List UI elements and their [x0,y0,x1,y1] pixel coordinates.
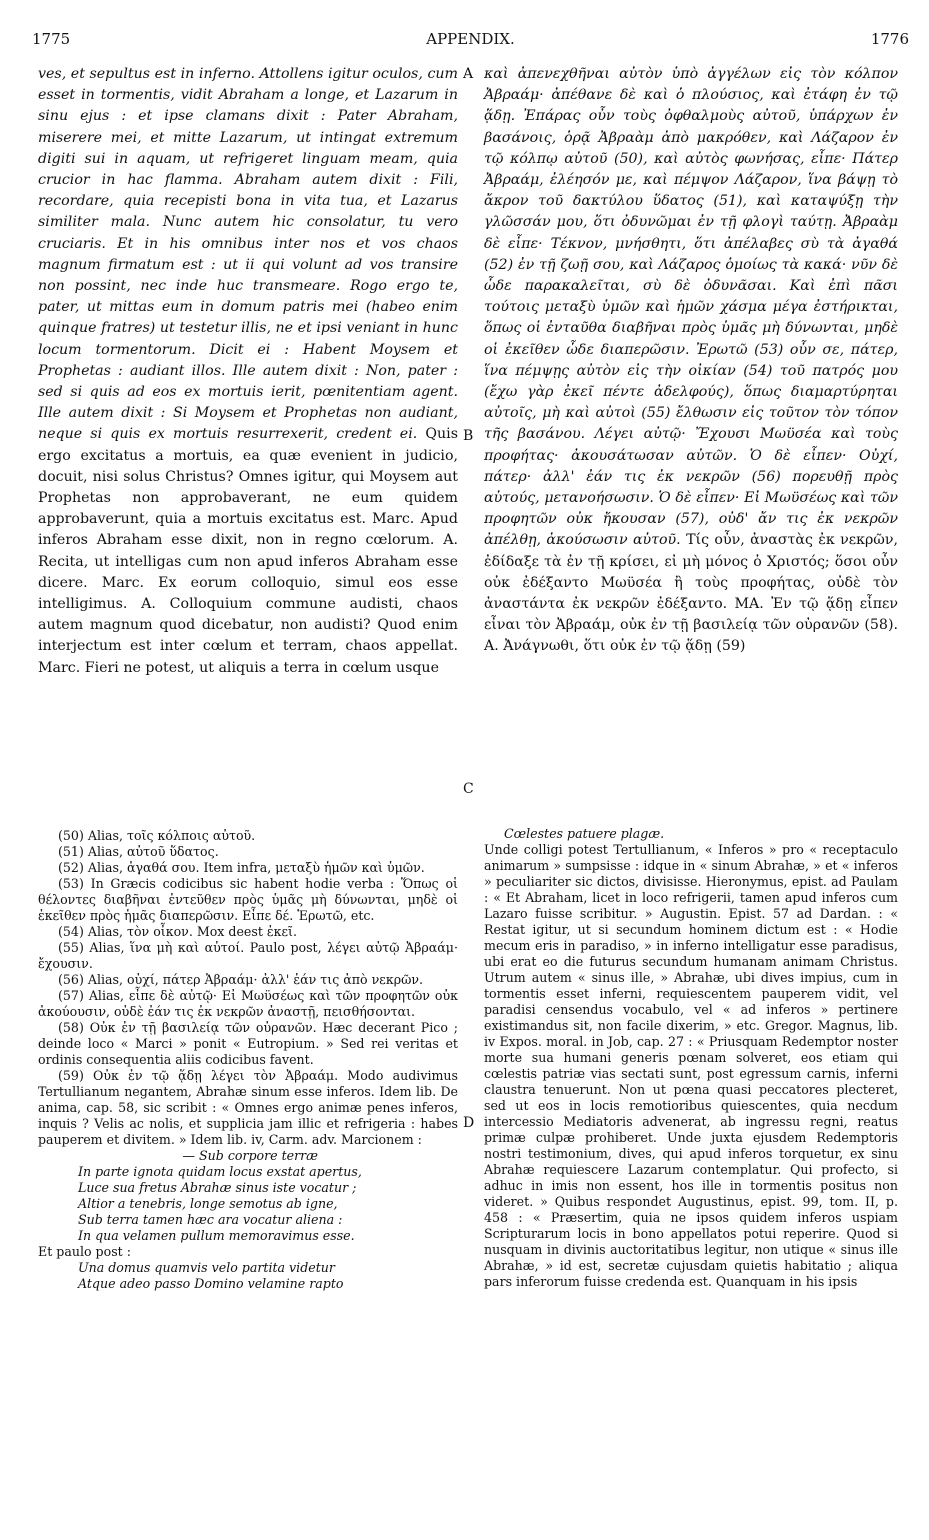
footnote-54: (54) Alias, τὸν οἶκον. Mox deest ἐκεῖ. [58,924,297,939]
footnote-52: (52) Alias, ἀγαθά σου. Item infra, μεταξὺ ἡμῶν καὶ ὑμῶν. [58,860,425,875]
greek-text [484,64,898,658]
poem-line-3: Altior a tenebris, longe semotus ab igne, [78,1196,338,1211]
latin-text [38,64,458,679]
poem2-line-2: Atque adeo passo Domino velamine rapto [78,1276,344,1291]
footnotes-right [484,826,898,1290]
footnote-53: (53) In Græcis codicibus sic habent hodie verba : Ὅπως οἱ θέλοντες διαβῆναι ἐντεῦθεν πρὸς ὑμᾶς μὴ δύνωνται, μηδὲ οἱ ἐκεῖθεν πρὸς ἡμᾶς διαπερῶσιν. Εἶπε δέ. Ἐρωτῶ, etc. [38,876,458,923]
latin-column [38,64,458,679]
footnote-51: (51) Alias, αὐτοῦ ὕδατος. [58,844,219,859]
left-page-number: 1775 [32,30,71,48]
footnote-right-body: Unde colligi potest Tertullianum, « Inferos » pro « receptaculo animarum » sumpsisse : idque in « sinum Abrahæ, » et « inferos » peculiariter sic dictos, divisisse. Hieronymus, epist. ad Paulam : « Et Abraham, licet in loco refrigerii, tamen apud inferos cum Lazaro fuisse scribitur. » Augustin. Epist. 57 ad Dardan. : « Restat igitur, ut si secundum hominem dictum est : « Hodie mecum eris in paradiso, » in inferno intelligatur esse paradisus, ubi erat eo die futurus secundum humanam animam Christus. Utrum autem « sinus ille, » Abrahæ, ubi dives impius, cum in tormentis esset inferni, requiescentem pauperem vidit, vel paradisi censendus vocabulo, vel « ad inferos » pertinere existimandus sit, non facile dixerim, » etc. Gregor. Magnus, lib. iv Expos. moral. in Job, cap. 27 : « Priusquam Redemptor noster morte sua humani generis pœnam solveret, eos etiam qui cœlestis patriæ vias sectati sunt, post egressum carnis, inferni claustra tenuerunt. Non ut pœna quasi peccatores plecteret, sed ut eos in locis remotioribus quiescentes, quia necdum intercessio Mediatoris advenerat, ab ingressu regni, reatus primæ culpæ prohiberet. Unde juxta ejusdem Redemptoris nostri testimonium, dives, qui apud inferos torquetur, ex sinu Abrahæ requiescere Lazarum contemplatur. Qui profecto, si adhuc in imis non essent, hos ille in tormentis positus non videret. » Quibus respondet Augustinus, epist. 99, tom. II, p. 458 : « Præsertim, quia ne ipsos quidem inferos uspiam Scripturarum locis in bono appellatos potui reperire. Quod si nusquam in divinis auctoritatibus legitur, non utique « sinus ille Abrahæ, » id est, secretæ cujusdam quietis habitatio ; aliqua pars inferorum fuisse credenda est. Quanquam in his ipsis [484,842,898,1289]
footnote-56: (56) Alias, οὐχί, πάτερ Ἀβραάμ· ἀλλ' ἐάν τις ἀπὸ νεκρῶν. [58,972,424,987]
footnotes-left [38,828,458,1292]
margin-marker-b: B [463,428,474,444]
poem-intro: — Sub corpore terræ [182,1148,318,1163]
latin-roman-passage: Quis ergo excitatus a mortuis, ea quæ evenient in judicio, docuit, nisi solus Christus? Omnes igitur, qui Moysem aut Prophetas non approbaverant, ne eum quidem approbaverunt, quia a mortuis excitatus est. Marc. Apud inferos Abraham esse dixit, non in regno cœlorum. A. Recita, ut intelligas cum non apud inferos Abraham esse dicere. Marc. Ex eorum colloquio, simul eos esse intelligimus. A. Colloquium commune audisti, chaos autem magnum quod dicebatur, non audisti? Quod enim interjectum est inter cœlum et terram, chaos appellat. Marc. Fieri ne potest, ut aliquis a terra in cœlum usque [38,426,458,676]
greek-column [484,64,898,658]
poem-line-4: Sub terra tamen hæc ara vocatur aliena : [78,1212,343,1227]
footnote-55: (55) Alias, ἵνα μὴ καὶ αὐτοί. Paulo post, λέγει αὐτῷ Ἀβραάμ· ἔχουσιν. [38,940,458,971]
greek-italic-passage: καὶ ἀπενεχθῆναι αὐτὸν ὑπὸ ἀγγέλων εἰς τὸν κόλπον Ἀβραάμ· ἀπέθανε δὲ καὶ ὁ πλούσιος, καὶ ἐτάφη ἐν τῷ ᾅδῃ. Ἐπάρας οὖν τοὺς ὀφθαλμοὺς αὐτοῦ, ὑπάρχων ἐν βασάνοις, ὁρᾷ Ἀβραὰμ ἀπὸ μακρόθεν, καὶ Λάζαρον ἐν τῷ κόλπῳ αὐτοῦ (50), καὶ αὐτὸς φωνήσας, εἶπε· Πάτερ Ἀβραάμ, ἐλέησόν με, καὶ πέμψον Λάζαρον, ἵνα βάψῃ τὸ ἄκρον τοῦ δακτύλου ὕδατος (51), καὶ καταψύξῃ τὴν γλῶσσάν μου, ὅτι ὀδυνῶμαι ἐν τῇ φλογὶ ταύτῃ. Ἀβραὰμ δὲ εἶπε· Τέκνον, μνήσθητι, ὅτι ἀπέλαβες σὺ τὰ ἀγαθά (52) ἐν τῇ ζωῇ σου, καὶ Λάζαρος ὁμοίως τὰ κακά· νῦν δὲ ὧδε παρακαλεῖται, σὺ δὲ ὀδυνᾶσαι. Καὶ ἐπὶ πᾶσι τούτοις μεταξὺ ὑμῶν καὶ ἡμῶν χάσμα μέγα ἐστήρικται, ὅπως οἱ ἐνταῦθα διαβῆναι πρὸς ὑμᾶς μὴ δύνωνται, μηδὲ οἱ ἐκεῖθεν ὧδε διαπερῶσιν. Ἐρωτῶ (53) οὖν σε, πάτερ, ἵνα πέμψῃς αὐτὸν εἰς τὴν οἰκίαν (54) τοῦ πατρός μου (ἔχω γὰρ ἐκεῖ πέντε ἀδελφούς), ὅπως διαμαρτύρηται αὐτοῖς, μὴ καὶ αὐτοὶ (55) ἔλθωσιν εἰς τοῦτον τὸν τόπον τῆς βασάνου. Λέγει αὐτῷ· Ἔχουσι Μωϋσέα καὶ τοὺς προφήτας· ἀκουσάτωσαν αὐτῶν. Ὁ δὲ εἶπεν· Οὐχί, πάτερ· ἀλλ' ἐάν τις ἐκ νεκρῶν (56) πορευθῇ πρὸς αὐτούς, μετανοήσωσιν. Ὁ δὲ εἶπεν· Εἰ Μωϋσέως καὶ τῶν προφητῶν οὐκ ἤκουσαν (57), οὐδ' ἄν τις ἐκ νεκρῶν ἀπέλθῃ, ἀκούσωσιν αὐτοῦ. [484,66,898,549]
footnote-59: (59) Οὐκ ἐν τῷ ᾅδῃ λέγει τὸν Ἀβραάμ. Modo audivimus Tertullianum negantem, Abrahæ sinum esse inferos. Idem lib. De anima, cap. 58, sic scribit : « Omnes ergo animæ penes inferos, inquis ? Velis ac nolis, et supplicia jam illic et refrigeria : habes pauperem et divitem. » Idem lib. iv, Carm. adv. Marcionem : [38,1068,458,1147]
latin-italic-passage: ves, et sepultus est in inferno. Attollens igitur oculos, cum esset in tormentis, vidit Abraham a longe, et Lazarum in sinu ejus : et ipse clamans dixit : Pater Abraham, miserere mei, et mitte Lazarum, ut intingat extremum digiti sui in aquam, ut refrigeret linguam meam, quia crucior in hac flamma. Abraham autem dixit : Fili, recordare, quia recepisti bona in vita tua, et Lazarus similiter mala. Nunc autem hic consolatur, tu vero cruciaris. Et in his omnibus inter nos et vos chaos magnum firmatum est : ut ii qui volunt ad vos transire non possint, nec inde huc transmeare. Rogo ergo te, pater, ut mittas eum in domum patris mei (habeo enim quinque fratres) ut testetur illis, ne et ipsi veniant in hunc locum tormentorum. Dicit ei : Habent Moysem et Prophetas : audiant illos. Ille autem dixit : Non, pater : sed si quis ad eos ex mortuis ierit, pœnitentiam agent. Ille autem dixit : Si Moysem et Prophetas non audiant, neque si quis ex mortuis resurrexerit, credent ei. [38,66,458,443]
greek-roman-passage: Τίς οὖν, ἀναστὰς ἐκ νεκρῶν, ἐδίδαξε τὰ ἐν τῇ κρίσει, εἰ μὴ μόνος ὁ Χριστός; ὅσοι οὖν οὐκ ἐδέξαντο Μωϋσέα ἢ τοὺς προφήτας, οὐδὲ τὸν ἀναστάντα ἐκ νεκρῶν ἐδέξαντο. ΜΑ. Ἐν τῷ ᾅδῃ εἶπεν εἶναι τὸν Ἀβραάμ, οὐκ ἐν τῇ βασιλείᾳ τῶν οὐρανῶν (58). Α. Ἀνάγνωθι, ὅτι οὐκ ἐν τῷ ᾅδῃ (59) [484,532,899,655]
footnote-50: (50) Alias, τοῖς κόλποις αὐτοῦ. [58,828,256,843]
margin-marker-d: D [463,1115,475,1131]
poem-line-1: In parte ignota quidam locus exstat apertus, [78,1164,362,1179]
poem-line-5: In qua velamen pullum memoravimus esse. [78,1228,355,1243]
running-title: APPENDIX. [426,30,515,48]
right-page-number: 1776 [870,30,909,48]
margin-marker-a: A [463,66,474,82]
poem2-line-1: Una domus quamvis velo partita videtur [78,1260,335,1275]
poem-after: Et paulo post : [38,1244,131,1259]
footnote-58: (58) Οὐκ ἐν τῇ βασιλείᾳ τῶν οὐρανῶν. Hæc decerant Pico ; deinde loco « Marci » ponit « Eutropium. » Sed rei veritas et ordinis consequentia aliis codicibus favent. [38,1020,458,1067]
poem-line-2: Luce sua fretus Abrahæ sinus iste vocatur ; [78,1180,357,1195]
footnote-57: (57) Alias, εἶπε δὲ αὐτῷ· Εἰ Μωϋσέως καὶ τῶν προφητῶν οὐκ ἀκούουσιν, οὐδὲ ἐάν τις ἐκ νεκρῶν ἀναστῇ, πεισθήσονται. [38,988,458,1019]
page-header [32,30,909,54]
margin-marker-c: C [463,781,474,797]
footnote-right-head: Cœlestes patuere plagæ. [504,826,665,841]
